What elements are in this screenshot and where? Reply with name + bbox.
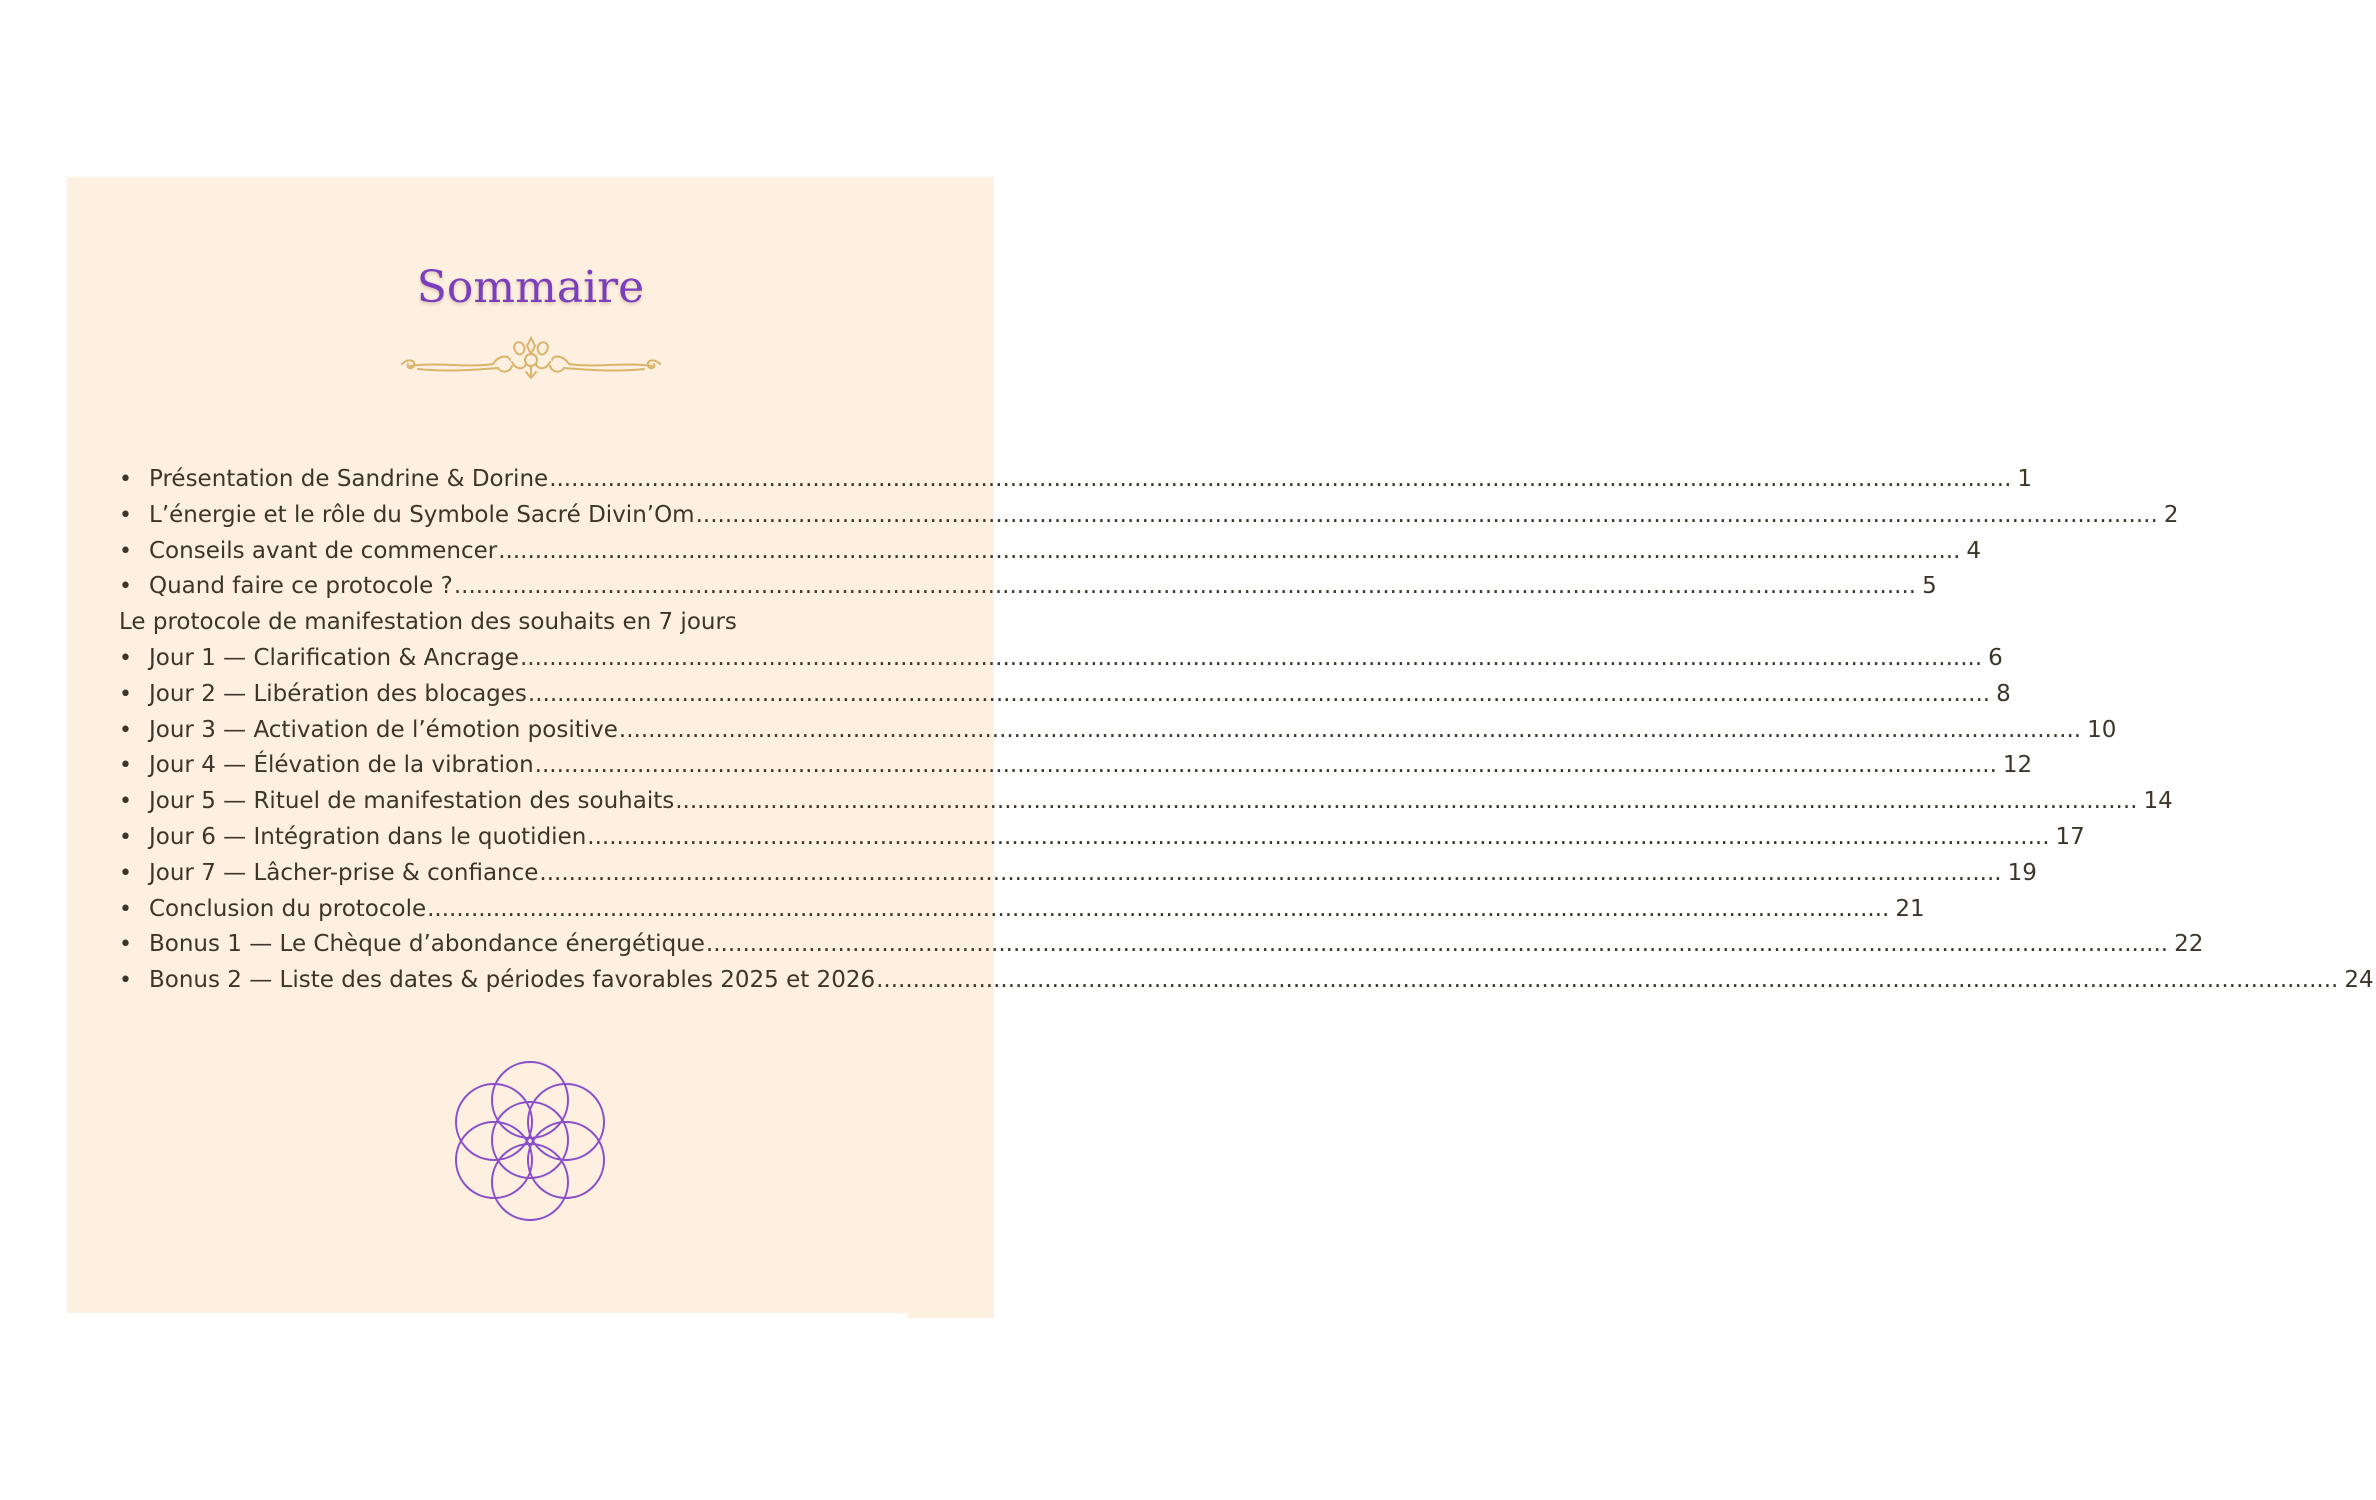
toc-entry-label: Jour 2 — Libération des blocages	[149, 680, 527, 707]
flower-of-life-icon	[453, 1060, 608, 1222]
toc-page-number: 22	[2174, 931, 2204, 958]
toc-page-number: 5	[1922, 573, 1937, 600]
toc-leader-dots: ........................................................................................................................................................................................................	[587, 823, 2050, 850]
toc-leader-dots: ........................................................................................................................................................................................................	[618, 716, 2082, 743]
toc-leader-dots: ........................................................................................................................................................................................................	[675, 788, 2138, 815]
toc-entry	[119, 534, 1982, 570]
toc-page-number: 24	[2344, 967, 2374, 994]
toc-entry-label: Jour 3 — Activation de l’émotion positive	[149, 716, 618, 743]
toc-entry	[119, 784, 2173, 820]
toc-leader-dots: ........................................................................................................................................................................................................	[705, 931, 2169, 958]
toc-page-number: 2	[2163, 501, 2179, 528]
toc-leader-dots: ........................................................................................................................................................................................................	[695, 501, 2158, 528]
toc-entry-label: Bonus 2 — Liste des dates & périodes favorables 2025 et 2026	[149, 967, 876, 994]
toc-section-heading	[119, 605, 951, 641]
toc-entry	[119, 748, 2033, 784]
toc-entry-label: Jour 7 — Lâcher-prise & confiance	[149, 859, 539, 886]
toc-page-number: 17	[2055, 823, 2085, 850]
toc-entry-label: Quand faire ce protocole ?	[149, 573, 453, 600]
bullet-icon: •	[119, 932, 132, 958]
toc-entry	[119, 927, 2204, 963]
toc-page-number: 12	[2002, 752, 2033, 779]
toc-page-number: 8	[1996, 680, 2011, 707]
toc-leader-dots: ........................................................................................................................................................................................................	[549, 466, 2012, 492]
bullet-icon: •	[119, 502, 132, 528]
toc-leader-dots: ........................................................................................................................................................................................................	[534, 752, 1997, 779]
bullet-icon: •	[119, 681, 132, 707]
bullet-icon: •	[119, 717, 132, 743]
bullet-icon: •	[119, 645, 132, 671]
toc-entry-label: Jour 6 — Intégration dans le quotidien	[149, 823, 587, 850]
toc-leader-dots: ........................................................................................................................................................................................................	[453, 573, 1917, 600]
toc-entry-label: Conseils avant de commencer	[149, 537, 498, 564]
toc-entry	[119, 641, 2003, 677]
bullet-icon: •	[119, 789, 132, 815]
toc-entry	[119, 713, 2117, 749]
page-title: Sommaire	[416, 262, 645, 313]
toc-entry-label: Jour 1 — Clarification & Ancrage	[149, 644, 519, 671]
toc-page-number: 10	[2087, 716, 2117, 743]
bullet-icon: •	[119, 860, 132, 886]
bullet-icon: •	[119, 467, 132, 492]
toc-entry-label: Le protocole de manifestation des souhaits en 7 jours	[119, 609, 737, 636]
bullet-icon: •	[119, 538, 132, 564]
toc-entry-label: Présentation de Sandrine & Dorine	[149, 466, 549, 492]
toc-page-number: 19	[2007, 859, 2037, 886]
toc-entry	[119, 498, 2179, 534]
toc-leader-dots: ........................................................................................................................................................................................................	[427, 895, 1890, 922]
page-panel-edge	[908, 1313, 994, 1318]
toc-page-number: 4	[1966, 537, 1982, 564]
toc-leader-dots: ........................................................................................................................................................................................................	[876, 967, 2339, 994]
toc-entry	[119, 892, 1925, 928]
toc-entry	[119, 820, 2085, 856]
toc-entry	[119, 963, 2374, 999]
bullet-icon: •	[119, 896, 132, 922]
table-of-contents	[119, 462, 2374, 999]
toc-entry-label: Jour 4 — Élévation de la vibration	[149, 752, 534, 779]
gold-scroll-ornament-icon	[398, 332, 664, 380]
toc-entry-label: L’énergie et le rôle du Symbole Sacré Divin’Om	[149, 501, 695, 528]
bullet-icon: •	[119, 753, 132, 779]
toc-entry	[119, 462, 2033, 498]
toc-page-number: 21	[1895, 895, 1925, 922]
bullet-icon: •	[119, 574, 132, 600]
bullet-icon: •	[119, 968, 132, 994]
toc-entry	[119, 677, 2011, 713]
toc-page-number: 6	[1988, 644, 2003, 671]
toc-page-number: 14	[2143, 788, 2173, 815]
toc-page-number: 1	[2017, 466, 2033, 492]
toc-entry	[119, 569, 1937, 605]
toc-entry-label: Conclusion du protocole	[149, 895, 427, 922]
toc-leader-dots: ........................................................................................................................................................................................................	[527, 680, 1991, 707]
toc-entry-label: Jour 5 — Rituel de manifestation des souhaits	[149, 788, 675, 815]
toc-leader-dots: ........................................................................................................................................................................................................	[498, 537, 1961, 564]
toc-entry-label: Bonus 1 — Le Chèque d’abondance énergétique	[149, 931, 705, 958]
toc-leader-dots: ........................................................................................................................................................................................................	[519, 644, 1983, 671]
toc-entry	[119, 856, 2037, 892]
toc-leader-dots: ........................................................................................................................................................................................................	[539, 859, 2002, 886]
bullet-icon: •	[119, 824, 132, 850]
